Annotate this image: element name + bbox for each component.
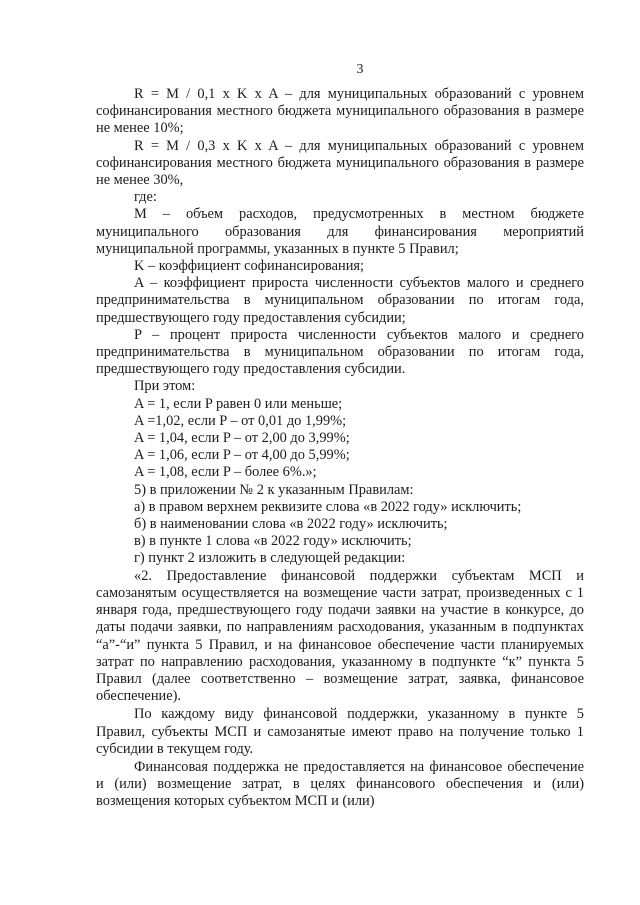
support-limit-paragraph: По каждому виду финансовой поддержки, указанному в пункте 5 Правил, субъекты МСП и самозанятые имеют право на получение только 1 субсидии в текущем году. <box>96 706 584 757</box>
definition-m: M – объем расходов, предусмотренных в местном бюджете муниципального образования для финансирования мероприятий муниципальной программы, указанных в пункте 5 Правил; <box>96 206 584 257</box>
support-exclusion-paragraph: Финансовая поддержка не предоставляется на финансовое обеспечение и (или) возмещение затрат, в целях финансового обеспечения и (или) возмещения которых субъектом МСП и (или) <box>96 758 584 810</box>
item-5-g: г) пункт 2 изложить в следующей редакции: <box>134 550 406 567</box>
formula-10-percent: R = M / 0,1 x K x A – для муниципальных образований с уровнем софинансирования местного бюджета муниципального образования в размере не менее 10%; <box>96 86 584 137</box>
definition-k: K – коэффициент софинансирования; <box>134 258 365 275</box>
condition-a-1: A = 1, если P равен 0 или меньше; <box>134 395 343 412</box>
page-number: 3 <box>356 62 364 77</box>
condition-a-104: A = 1,04, если P – от 2,00 до 3,99%; <box>134 430 350 447</box>
conditions-label: При этом: <box>134 378 196 395</box>
definition-p: P – процент прироста численности субъектов малого и среднего предпринимательства в муниципальном образовании по итогам года, предшествующего году предоставления субсидии. <box>96 326 584 378</box>
definition-a: A – коэффициент прироста численности субъектов малого и среднего предпринимательства в муниципальном образовании по итогам года, предшествующего году предоставления субсидии; <box>96 275 584 326</box>
condition-a-106: A = 1,06, если P – от 4,00 до 5,99%; <box>134 447 350 464</box>
condition-a-102: A =1,02, если P – от 0,01 до 1,99%; <box>134 412 347 429</box>
item-5-b: б) в наименовании слова «в 2022 году» исключить; <box>134 516 448 533</box>
condition-a-108: A = 1,08, если P – более 6%.»; <box>134 464 317 481</box>
clause-2-text: «2. Предоставление финансовой поддержки субъектам МСП и самозанятым осуществляется на возмещение части затрат, произведенных с 1 января года, предшествующего году подачи заявки на участие в конкурсе, до даты подачи заявки, по направлениям расходования, указанным в подпунктах “а”-“и” пункта 5 Правил, и на финансовое обеспечение части планируемых затрат по направлению расходования, указанному в подпункте “к” пункта 5 Правил (далее соответственно – возмещение затрат, заявка, финансовое обеспечение). <box>96 567 584 705</box>
where-label: где: <box>134 189 157 206</box>
item-5-a: а) в правом верхнем реквизите слова «в 2022 году» исключить; <box>134 498 522 515</box>
item-5-v: в) в пункте 1 слова «в 2022 году» исключить; <box>134 533 412 550</box>
formula-30-percent: R = M / 0,3 x K x A – для муниципальных образований с уровнем софинансирования местного бюджета муниципального образования в размере не менее 30%, <box>96 137 584 189</box>
item-5: 5) в приложении № 2 к указанным Правилам: <box>134 481 414 498</box>
